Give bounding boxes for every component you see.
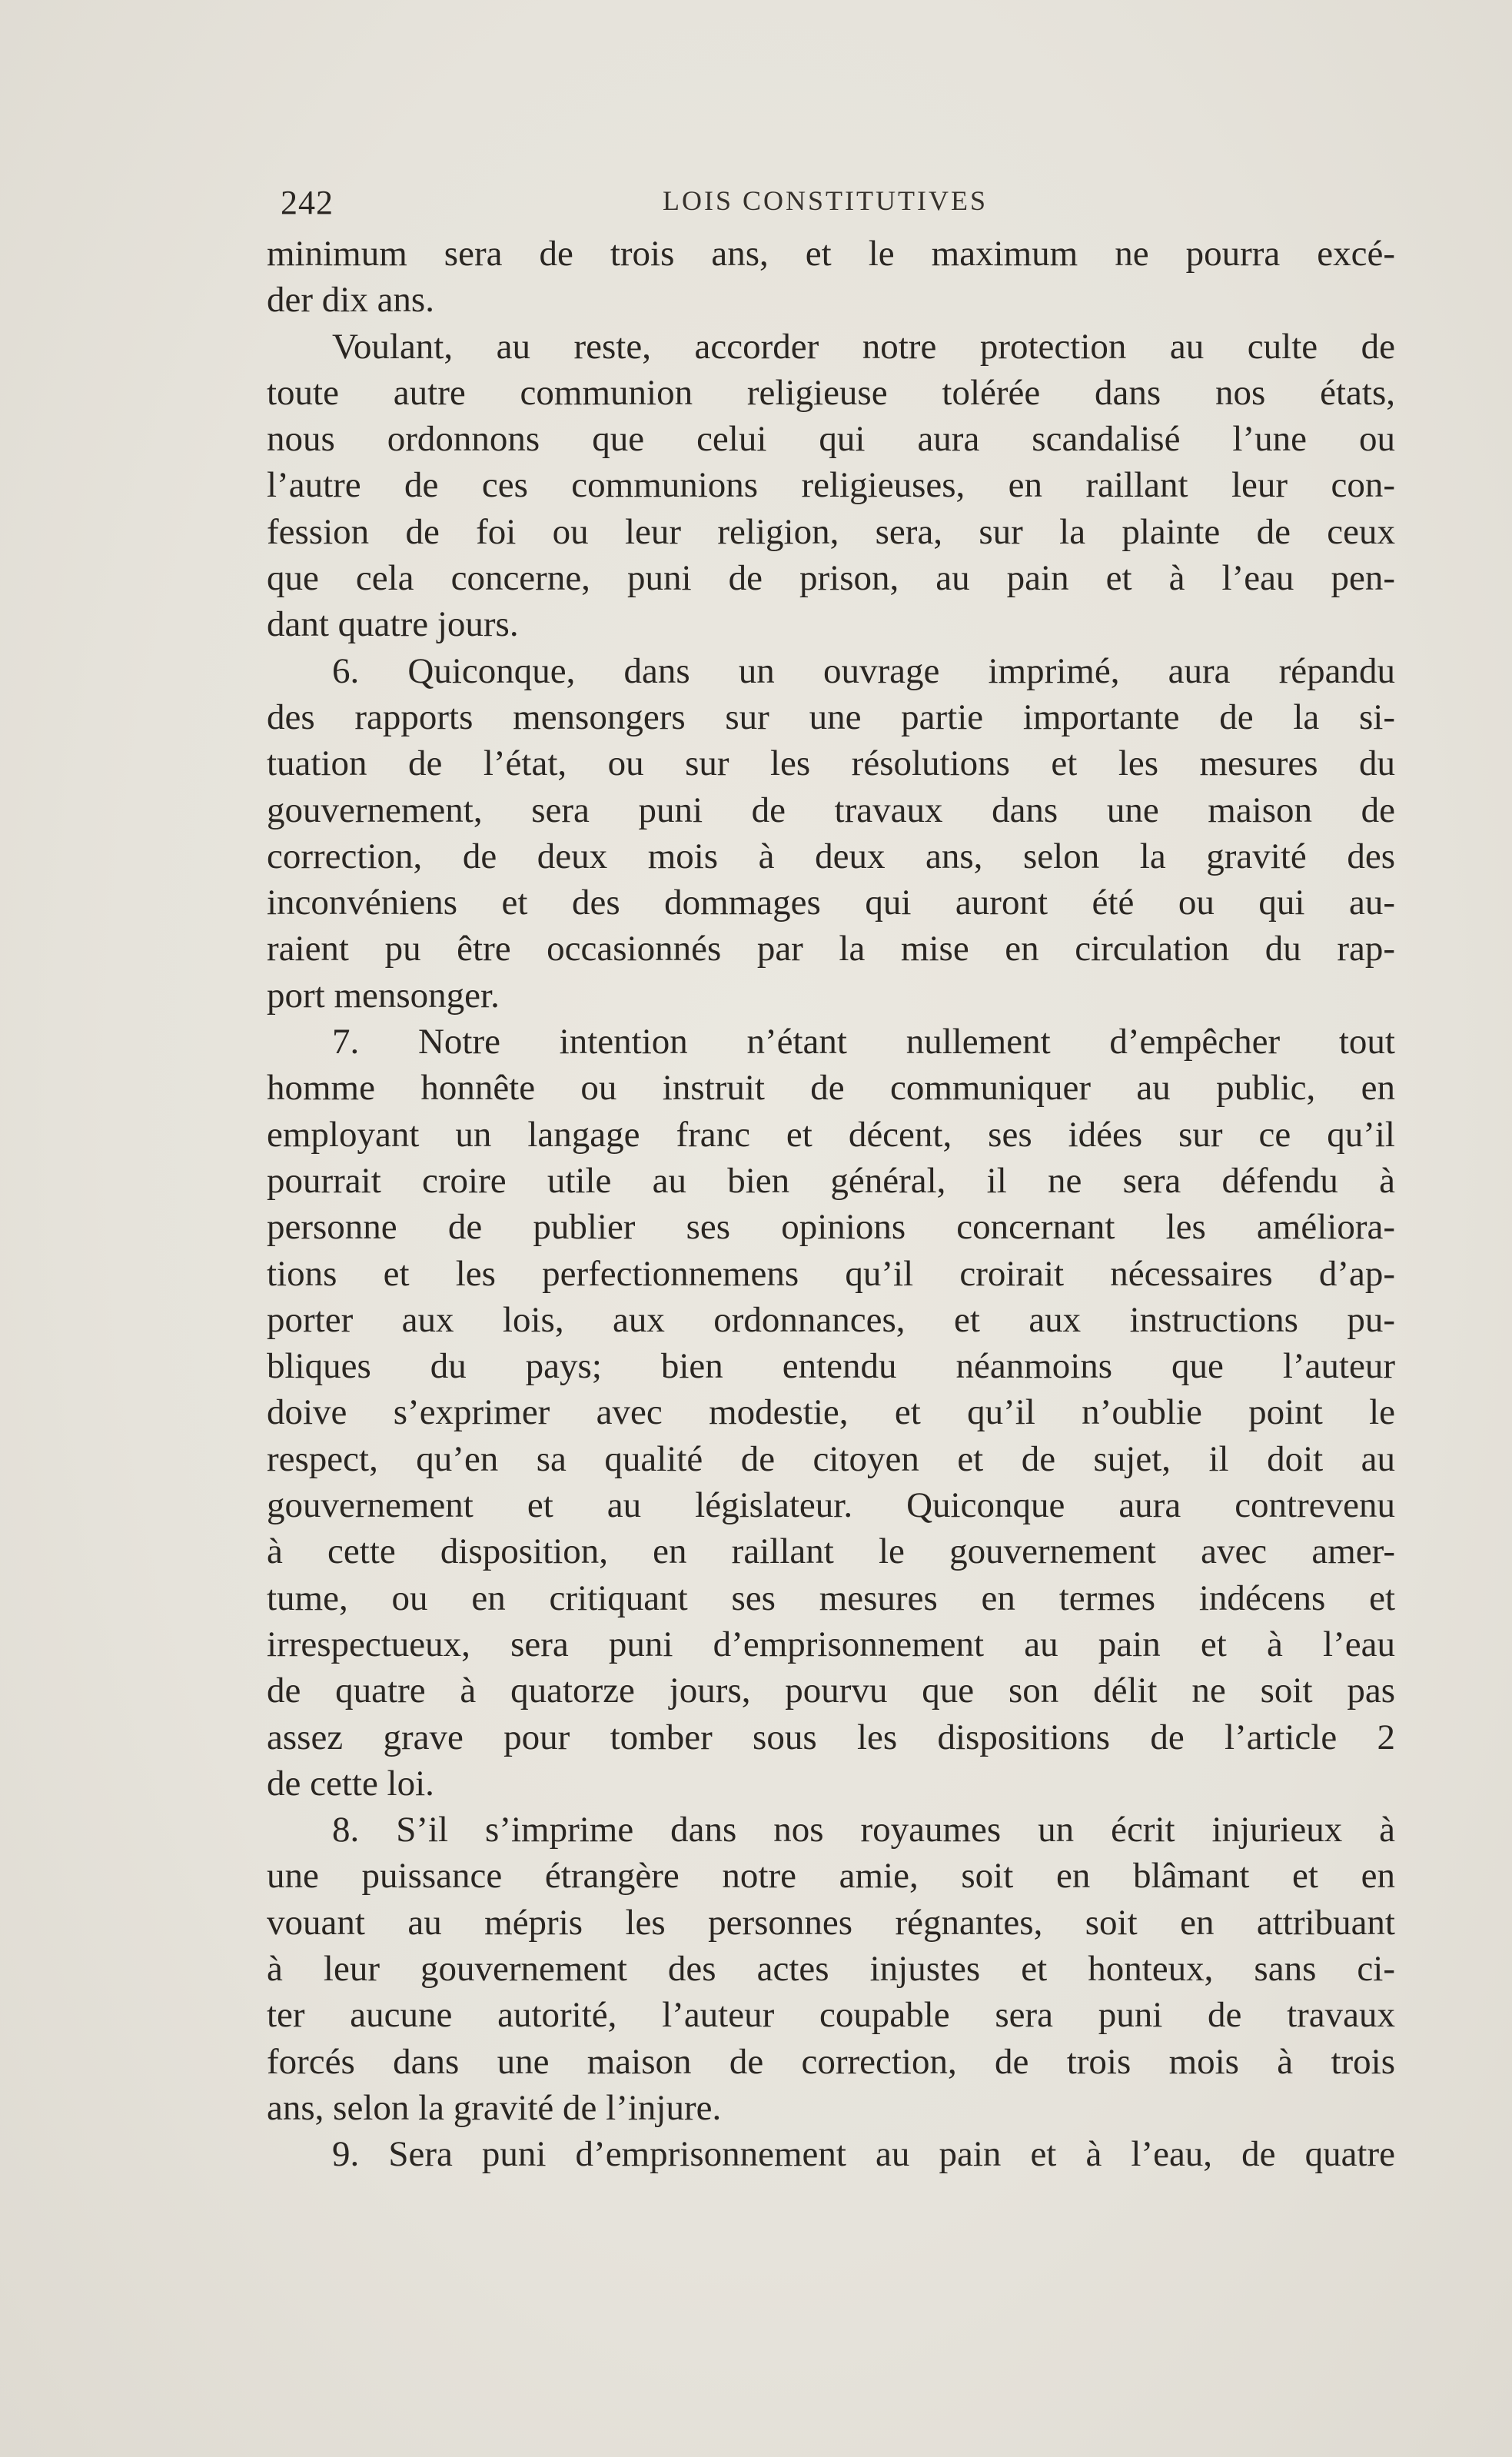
text-line: correction, de deux mois à deux ans, selon la gravité des: [267, 836, 1395, 876]
body-text: [267, 231, 1395, 2177]
text-line: 7. Notre intention n’étant nullement d’empêcher tout: [332, 1022, 1395, 1062]
text-line: pourrait croire utile au bien général, il ne sera défendu à: [267, 1160, 1395, 1201]
text-line: de quatre à quatorze jours, pourvu que son délit ne soit pas: [267, 1671, 1395, 1711]
page-number: 242: [281, 184, 334, 221]
text-line: 8. S’il s’imprime dans nos royaumes un écrit injurieux à: [332, 1810, 1395, 1850]
text-line: porter aux lois, aux ordonnances, et aux instructions pu-: [267, 1299, 1395, 1340]
text-line: gouvernement et au législateur. Quiconque aura contrevenu: [267, 1485, 1395, 1526]
text-line: toute autre communion religieuse tolérée dans nos états,: [267, 372, 1395, 413]
text-line: tions et les perfectionnemens qu’il croirait nécessaires d’ap-: [267, 1253, 1395, 1294]
text-line: ter aucune autorité, l’auteur coupable sera puni de travaux: [267, 1995, 1395, 2036]
text-line: raient pu être occasionnés par la mise en circulation du rap-: [267, 929, 1395, 969]
text-line: employant un langage franc et décent, ses idées sur ce qu’il: [267, 1114, 1395, 1155]
text-line: ans, selon la gravité de l’injure.: [267, 2087, 722, 2128]
text-line: tuation de l’état, ou sur les résolutions et les mesures du: [267, 743, 1395, 784]
running-head: LOIS CONSTITUTIVES: [663, 185, 988, 216]
text-line: homme honnête ou instruit de communiquer au public, en: [267, 1068, 1395, 1109]
text-line: tume, ou en critiquant ses mesures en termes indécens et: [267, 1578, 1395, 1618]
text-line: 9. Sera puni d’emprisonnement au pain et à l’eau, de quatre: [332, 2134, 1395, 2175]
text-line: port mensonger.: [267, 975, 500, 1016]
text-line: forcés dans une maison de correction, de trois mois à trois: [267, 2041, 1395, 2082]
text-line: inconvéniens et des dommages qui auront été ou qui au-: [267, 883, 1395, 923]
text-line: Voulant, au reste, accorder notre protection au culte de: [332, 326, 1395, 367]
text-line: une puissance étrangère notre amie, soit en blâmant et en: [267, 1856, 1395, 1897]
text-line: 6. Quiconque, dans un ouvrage imprimé, aura répandu: [332, 650, 1395, 691]
text-line: der dix ans.: [267, 280, 434, 321]
text-line: à cette disposition, en raillant le gouvernement avec amer-: [267, 1531, 1395, 1572]
text-line: gouvernement, sera puni de travaux dans une maison de: [267, 790, 1395, 830]
text-line: bliques du pays; bien entendu néanmoins que l’auteur: [267, 1346, 1395, 1387]
text-line: fession de foi ou leur religion, sera, sur la plainte de ceux: [267, 511, 1395, 552]
page-header: [281, 183, 1049, 229]
text-line: doive s’exprimer avec modestie, et qu’il n’oublie point le: [267, 1392, 1395, 1433]
text-line: l’autre de ces communions religieuses, en raillant leur con-: [267, 465, 1395, 506]
text-line: respect, qu’en sa qualité de citoyen et de sujet, il doit au: [267, 1438, 1395, 1479]
text-line: que cela concerne, puni de prison, au pain et à l’eau pen-: [267, 558, 1395, 599]
text-line: vouant au mépris les personnes régnantes, soit en attribuant: [267, 1902, 1395, 1943]
text-line: à leur gouvernement des actes injustes et honteux, sans ci-: [267, 1948, 1395, 1989]
text-line: nous ordonnons que celui qui aura scandalisé l’une ou: [267, 419, 1395, 460]
text-line: assez grave pour tomber sous les dispositions de l’article 2: [267, 1717, 1395, 1757]
text-line: irrespectueux, sera puni d’emprisonnement au pain et à l’eau: [267, 1624, 1395, 1664]
text-line: personne de publier ses opinions concernant les améliora-: [267, 1207, 1395, 1248]
text-line: des rapports mensongers sur une partie importante de la si-: [267, 697, 1395, 737]
text-line: de cette loi.: [267, 1763, 434, 1804]
text-line: minimum sera de trois ans, et le maximum ne pourra excé-: [267, 234, 1395, 274]
text-line: dant quatre jours.: [267, 604, 519, 645]
